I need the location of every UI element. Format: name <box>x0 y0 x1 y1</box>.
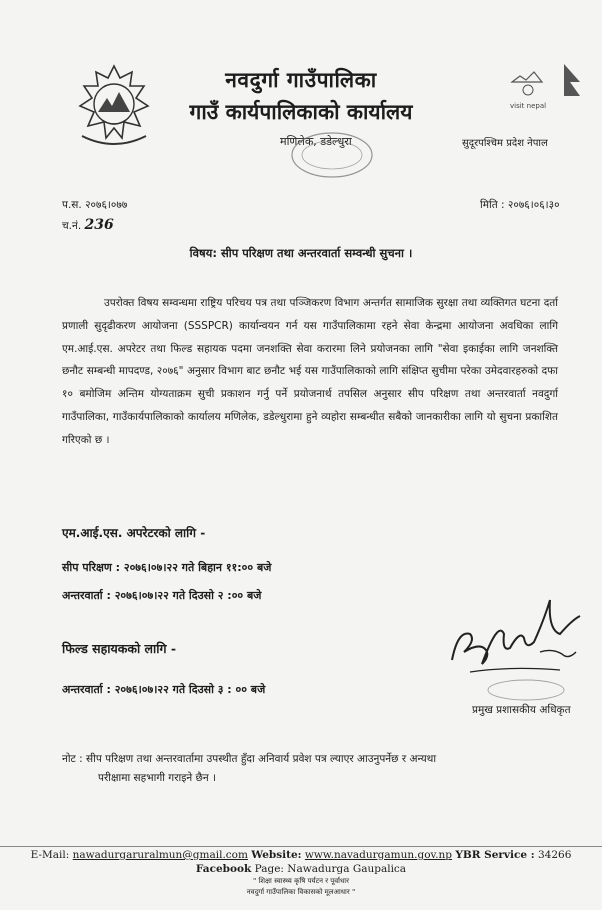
visit-nepal-logo-text: visit nepal <box>510 102 547 110</box>
footer-contact-line <box>0 849 602 861</box>
footer-slogan-2: नवदुर्गा गाउँपालिका विकासको मूलआधार " <box>246 888 356 896</box>
notice-body-text: उपरोक्त विषय सम्वन्धमा राष्ट्रिय परिचय पत्र तथा पञ्जिकरण विभाग अन्तर्गत सामाजिक सुरक्षा तथा व्यक्तिगत घटना दर्ता प्रणाली सुदृढीकरण आयोजना (SSSPCR) कार्यान्वयन गर्न यस गाउँपालिकामा रहने सेवा केन्द्रमा आयोजना अवधिका लागि एम.आई.एस. अपरेटर तथा फिल्ड सहायक पदमा जनशक्ति सेवा करारमा लिने प्रयोजनका लागि "सेवा इकाईका लागि जनशक्ति छनौट सम्बन्धी मापदण्ड, २०७६" अनुसार विभाग बाट छनौट भई यस गाउँपालिकाको लागि संक्षिप्त सुचीमा परेका उमेदवारहरुको दफा १० बमोजिम अन्तिम योग्यताक्रम सुची प्रकाशन गर्नु पर्ने प्रयोजनार्थ तपसिल अनुसार सीप परिक्षण तथा अन्तरवार्ता नवदुर्गा गाउँपालिका, गाउँकार्यपालिकाको कार्यालय मणिलेक, डडेल्धुरामा हुने व्यहोरा सम्बन्धीत सबैको जानकारीका लागि यो सुचना प्रकाशित गरिएको छ । <box>62 297 558 446</box>
mis-skill-test-schedule: सीप परिक्षण : २०७६।०७।२२ गते बिहान ११:०० बजे <box>62 561 272 574</box>
mis-operator-heading: एम.आई.एस. अपरेटरको लागि - <box>62 526 206 540</box>
field-assistant-heading: फिल्ड सहायकको लागि - <box>62 641 177 656</box>
municipality-name: नवदुर्गा गाउँपालिका <box>225 68 377 92</box>
service-label: YBR Service : <box>455 849 535 861</box>
handwritten-signature <box>440 590 590 705</box>
dispatch-number-line <box>62 217 114 233</box>
service-number: 34266 <box>537 849 572 861</box>
note-line-2: परीक्षामा सहभागी गराइने छैन । <box>98 772 217 784</box>
website-link[interactable]: www.navadurgamun.gov.np <box>304 849 453 861</box>
website-label: Website: <box>251 849 302 861</box>
office-address: मणिलेक, डडेल्धुरा <box>280 135 352 148</box>
email-link[interactable]: nawadurgaruralmun@gmail.com <box>72 849 248 861</box>
dispatch-number-value: 236 <box>84 217 114 233</box>
letter-reference-number: प.स. २०७६।०७७ <box>62 199 128 211</box>
signatory-designation: प्रमुख प्रशासकीय अधिकृत <box>472 704 571 716</box>
office-name: गाउँ कार्यपालिकाको कार्यालय <box>189 100 413 124</box>
mis-interview-schedule: अन्तरवार्ता : २०७६।०७।२२ गते दिउसो २ :०० बजे <box>62 589 262 602</box>
notice-subject: विषय: सीप परिक्षण तथा अन्तरवार्ता सम्वन्धी सुचना । <box>189 246 413 260</box>
footer-divider <box>0 846 602 847</box>
facebook-label: Facebook <box>195 863 252 875</box>
footer-slogan-1: " शिक्षा स्वास्थ्य कृषि पर्यटन र पूर्वाधार <box>253 877 349 885</box>
office-seal-stamp-icon <box>282 125 382 185</box>
field-interview-schedule: अन्तरवार्ता : २०७६।०७।२२ गते दिउसो ३ : ०० बजे <box>62 683 266 696</box>
footer-facebook-line <box>0 863 602 875</box>
letter-date: मिति : २०७६।०६।३० <box>480 199 560 211</box>
notice-body <box>62 292 558 452</box>
facebook-page: Page: Nawadurga Gaupalica <box>254 863 407 875</box>
email-label: E-Mail: <box>30 849 70 861</box>
dispatch-number-label: च.नं. <box>62 220 82 232</box>
province-name: सुदूरपश्चिम प्रदेश नेपाल <box>462 138 548 149</box>
note-line-1: नोट : सीप परिक्षण तथा अन्तरवार्तामा उपस्थीत हुँदा अनिवार्य प्रवेश पत्र ल्याएर आउनुपर्नेछ र अन्यथा <box>62 753 437 765</box>
